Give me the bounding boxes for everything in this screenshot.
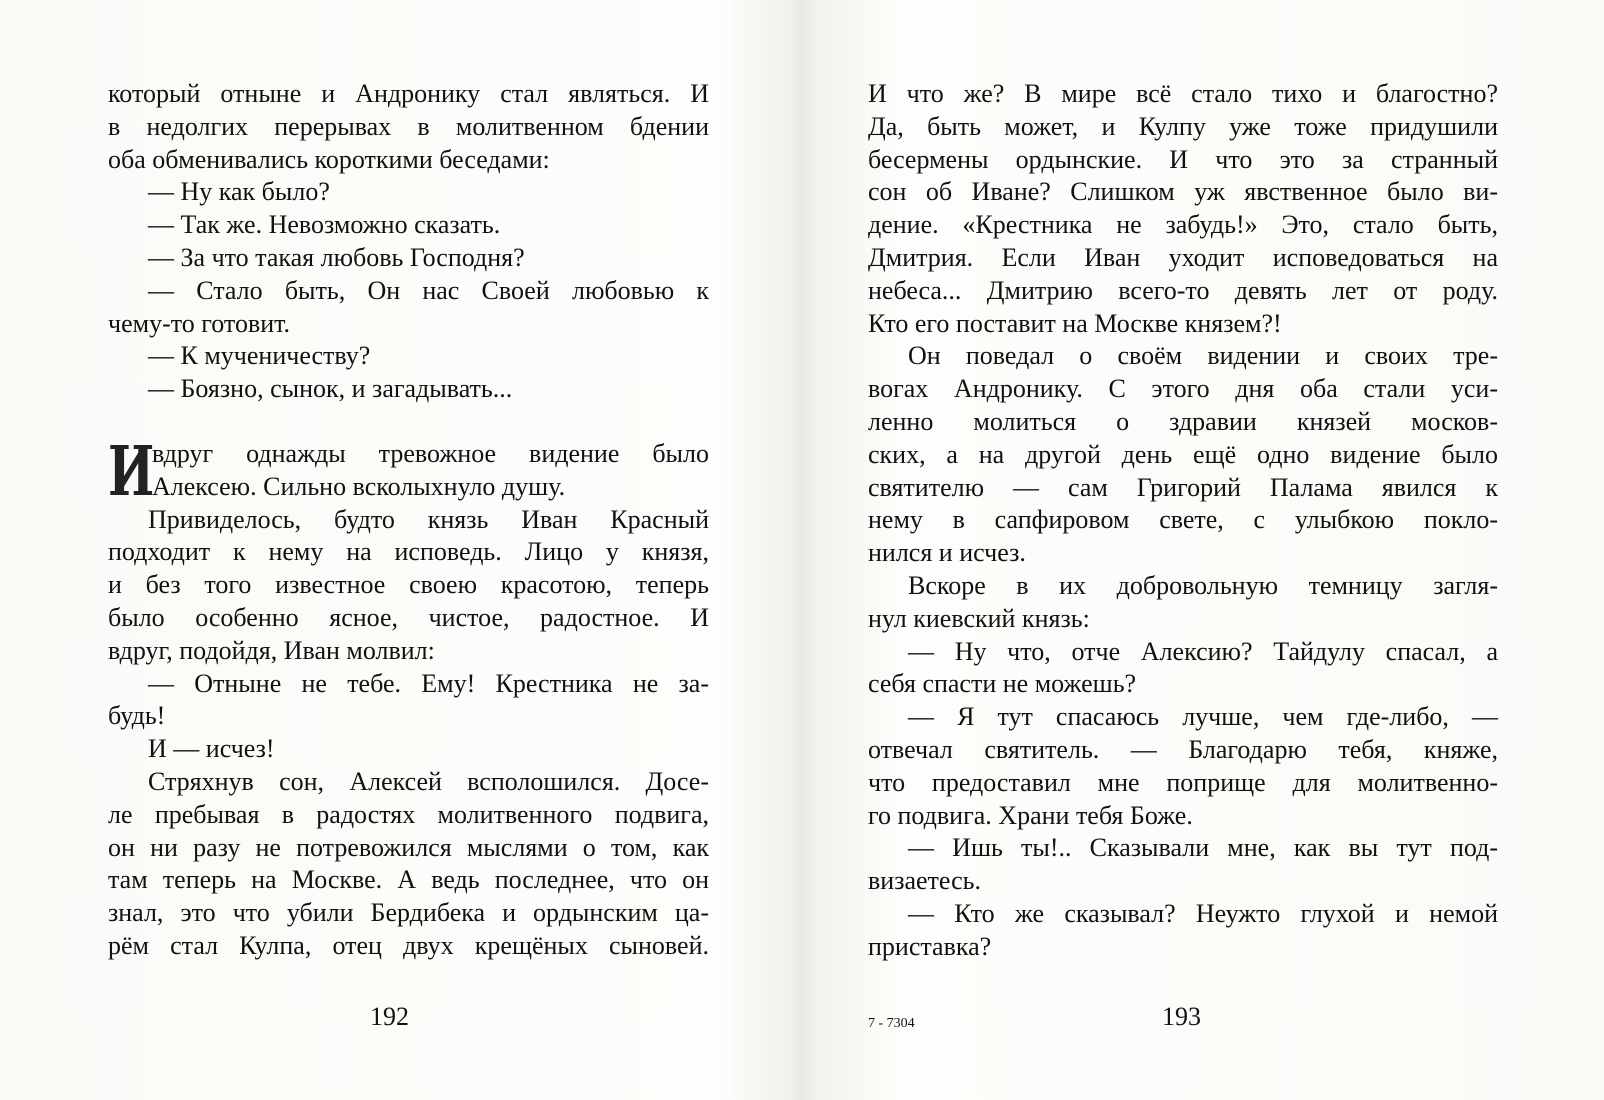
text-line: визаетесь.	[868, 866, 981, 896]
text-line: ленно молиться о здравии князей москов-	[868, 406, 1498, 436]
right-page-text	[868, 78, 1498, 964]
text-line: го подвига. Храни тебя Боже.	[868, 800, 1193, 830]
text-line: оба обменивались короткими беседами:	[108, 144, 550, 174]
text-line: ских, а на другой день ещё одно видение было	[868, 439, 1498, 469]
text-line: сон об Иване? Слишком уж явственное было ви-	[868, 177, 1498, 207]
text-line: — Ну как было?	[148, 177, 330, 207]
text-line: — Ишь ты!.. Сказывали мне, как вы тут под-	[908, 833, 1498, 863]
text-line: — Я тут спасаюсь лучше, чем где-либо, —	[908, 702, 1498, 732]
text-line: — Так же. Невозможно сказать.	[148, 210, 501, 240]
text-line: вогах Андронику. С этого дня оба стали уси-	[868, 374, 1498, 404]
text-line: в недолгих перерывах в молитвенном бдении	[108, 111, 709, 141]
page-number-right: 193	[1162, 1002, 1201, 1031]
text-line: Алексею. Сильно всколыхнуло душу.	[152, 471, 566, 501]
text-line: Он поведал о своём видении и своих тре-	[908, 341, 1498, 371]
text-line: себя спасти не можешь?	[868, 669, 1137, 699]
text-line: Да, быть может, и Кулпу уже тоже придушили	[868, 111, 1498, 141]
text-line: вдруг однажды тревожное видение было	[152, 438, 709, 468]
text-line: И что же? В мире всё стало тихо и благостно?	[868, 79, 1498, 108]
text-line: Привиделось, будто князь Иван Красный	[148, 504, 709, 534]
text-line: Вскоре в их добровольную темницу загля-	[908, 570, 1498, 600]
text-line: — Боязно, сынок, и загадывать...	[148, 374, 513, 404]
text-line: бесермены ордынские. И что это за странный	[868, 144, 1498, 174]
text-line: — Отныне не тебе. Ему! Крестника не за-	[148, 668, 709, 698]
text-line: было особенно ясное, чистое, радостное. И	[108, 602, 709, 632]
text-line: рём стал Кулпа, отец двух крещёных сыновей.	[108, 930, 709, 960]
text-line: подходит к нему на исповедь. Лицо у князя,	[108, 537, 709, 567]
text-line: который отныне и Андронику стал являться. И	[108, 79, 709, 108]
text-line: нему в сапфировом свете, с улыбкою покло-	[868, 505, 1498, 535]
left-page-text-top	[108, 78, 709, 406]
text-line: — Стало быть, Он нас Своей любовью к	[148, 275, 709, 305]
drop-cap-letter: И	[108, 431, 155, 512]
text-line: Кто его поставит на Москве князем?!	[868, 308, 1282, 338]
text-line: — Кто же сказывал? Неужто глухой и немой	[908, 898, 1498, 928]
text-line: — За что такая любовь Господня?	[148, 242, 525, 272]
printer-signature-mark: 7 - 7304	[868, 1016, 915, 1031]
text-line: нул киевский князь:	[868, 603, 1090, 633]
text-line: он ни разу не потревожился мыслями о том, как	[108, 832, 709, 862]
text-line: что предоставил мне поприще для молитвенно-	[868, 767, 1498, 797]
text-line: Стряхнув сон, Алексей всполошился. Досе-	[148, 766, 709, 796]
text-line: дение. «Крестника не забудь!» Это, стало быть,	[868, 210, 1498, 240]
text-line: отвечал святитель. — Благодарю тебя, княже,	[868, 734, 1498, 764]
text-line: — Ну что, отче Алексию? Тайдулу спасал, а	[908, 636, 1498, 666]
page-number-left: 192	[370, 1002, 409, 1031]
text-line: И — исчез!	[148, 734, 275, 764]
text-line: — К мученичеству?	[148, 341, 371, 371]
left-page-text-bottom	[108, 504, 709, 963]
text-line: там теперь на Москве. А ведь последнее, что он	[108, 865, 709, 895]
text-line: ле пребывая в радостях молитвенного подвига,	[108, 799, 709, 829]
text-line: чему-то готовит.	[108, 308, 291, 338]
text-line: будь!	[108, 701, 166, 731]
text-line: Дмитрия. Если Иван уходит исповедоваться на	[868, 242, 1498, 272]
right-page	[868, 78, 1498, 964]
text-line: вдруг, подойдя, Иван молвил:	[108, 635, 435, 665]
text-line: знал, это что убили Бердибека и ордынским ца-	[108, 898, 709, 928]
text-line: и без того известное своею красотою, теперь	[108, 570, 709, 600]
left-page	[108, 78, 709, 963]
section-break	[108, 406, 709, 438]
drop-cap-paragraph	[108, 431, 709, 512]
text-line: небеса... Дмитрию всего-то девять лет от роду.	[868, 275, 1498, 305]
text-line: святителю — сам Григорий Палама явился к	[868, 472, 1498, 502]
text-line: нился и исчез.	[868, 538, 1026, 568]
text-line: приставка?	[868, 931, 992, 961]
